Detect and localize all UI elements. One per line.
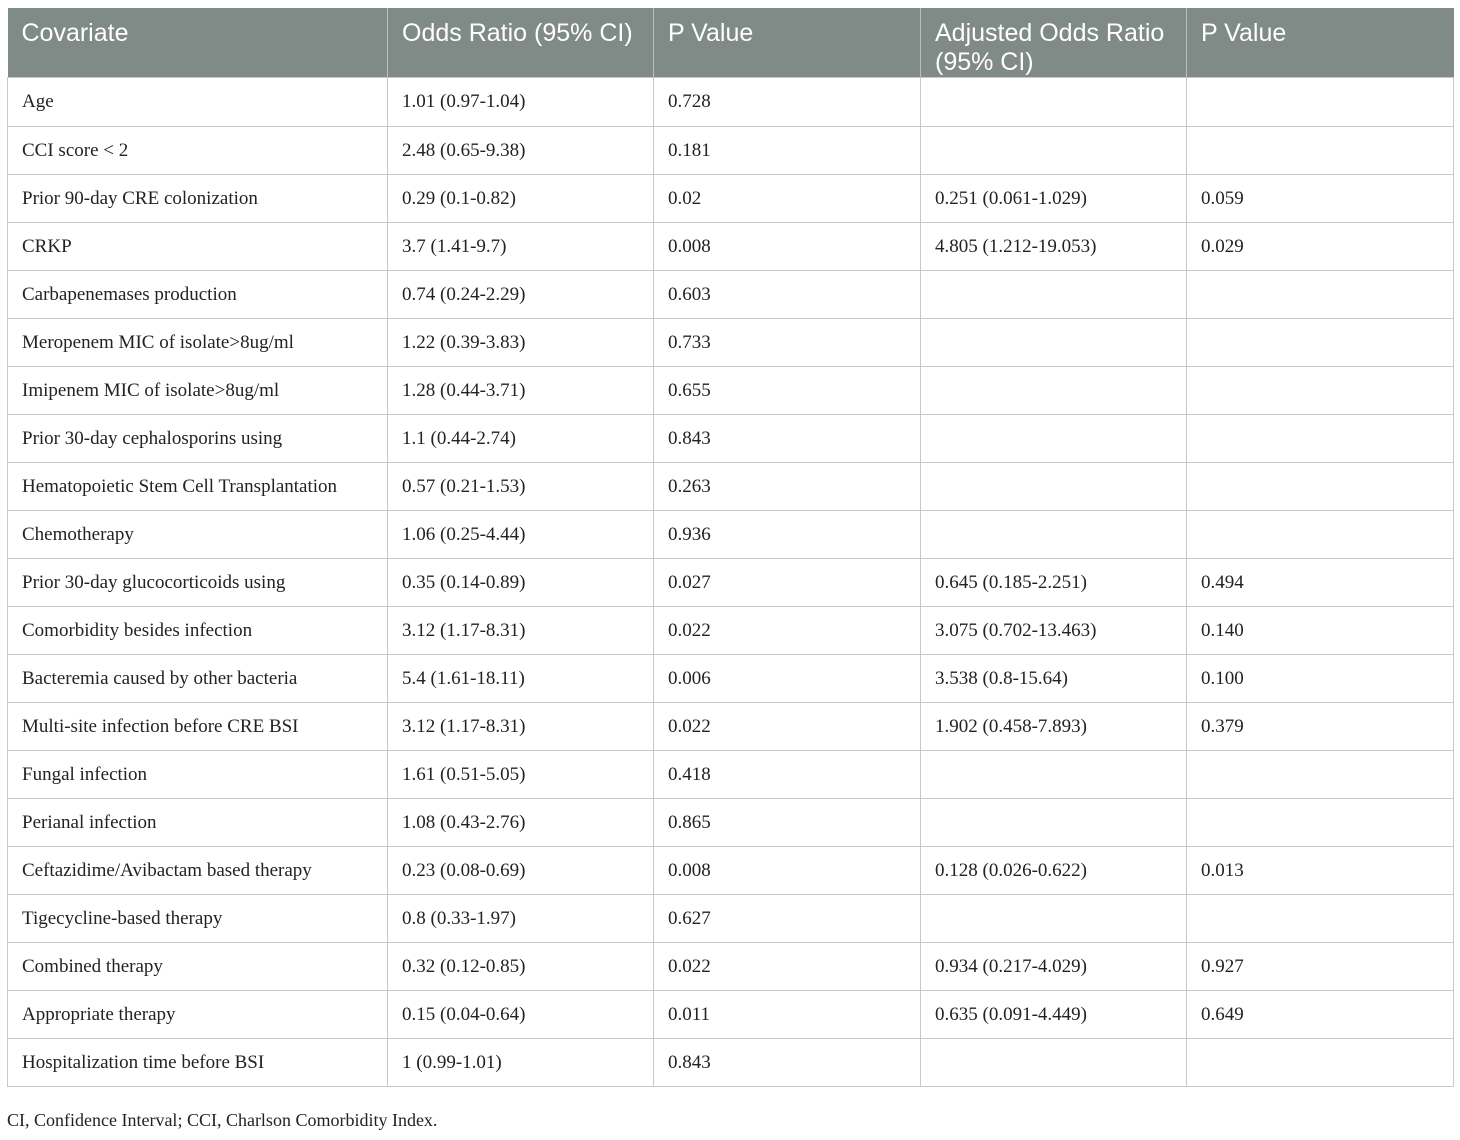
odds-ratio-cell: 1.28 (0.44-3.71) <box>388 367 654 415</box>
adjusted-odds-ratio-cell <box>921 127 1187 175</box>
header-adjusted-odds-ratio: Adjusted Odds Ratio (95% CI) <box>921 8 1187 78</box>
odds-ratio-cell: 3.12 (1.17-8.31) <box>388 607 654 655</box>
covariate-cell: Appropriate therapy <box>8 991 388 1039</box>
odds-ratio-cell: 0.29 (0.1-0.82) <box>388 175 654 223</box>
covariate-cell: CRKP <box>8 223 388 271</box>
p-value-cell: 0.006 <box>654 655 921 703</box>
table-row <box>8 511 1454 559</box>
table-row <box>8 223 1454 271</box>
adjusted-odds-ratio-cell: 0.128 (0.026-0.622) <box>921 847 1187 895</box>
p-value-cell: 0.843 <box>654 415 921 463</box>
adjusted-odds-ratio-cell <box>921 78 1187 127</box>
adjusted-odds-ratio-cell <box>921 895 1187 943</box>
table-header <box>8 8 1454 78</box>
p-value-cell: 0.027 <box>654 559 921 607</box>
p-value-cell: 0.728 <box>654 78 921 127</box>
table-row <box>8 655 1454 703</box>
header-row <box>8 8 1454 78</box>
p-value-cell: 0.843 <box>654 1039 921 1087</box>
adjusted-p-value-cell <box>1187 78 1454 127</box>
p-value-cell: 0.865 <box>654 799 921 847</box>
odds-ratio-cell: 1 (0.99-1.01) <box>388 1039 654 1087</box>
table-row <box>8 127 1454 175</box>
adjusted-p-value-cell <box>1187 127 1454 175</box>
adjusted-p-value-cell <box>1187 271 1454 319</box>
covariate-cell: Bacteremia caused by other bacteria <box>8 655 388 703</box>
adjusted-p-value-cell <box>1187 367 1454 415</box>
adjusted-odds-ratio-cell <box>921 463 1187 511</box>
table-row <box>8 271 1454 319</box>
adjusted-p-value-cell: 0.927 <box>1187 943 1454 991</box>
adjusted-p-value-cell: 0.494 <box>1187 559 1454 607</box>
p-value-cell: 0.418 <box>654 751 921 799</box>
odds-ratio-cell: 1.08 (0.43-2.76) <box>388 799 654 847</box>
regression-table <box>7 8 1454 1087</box>
p-value-cell: 0.022 <box>654 943 921 991</box>
covariate-cell: Fungal infection <box>8 751 388 799</box>
table-row <box>8 415 1454 463</box>
adjusted-p-value-cell <box>1187 415 1454 463</box>
odds-ratio-cell: 3.12 (1.17-8.31) <box>388 703 654 751</box>
p-value-cell: 0.022 <box>654 703 921 751</box>
odds-ratio-cell: 1.61 (0.51-5.05) <box>388 751 654 799</box>
p-value-cell: 0.008 <box>654 223 921 271</box>
adjusted-odds-ratio-cell <box>921 751 1187 799</box>
p-value-cell: 0.181 <box>654 127 921 175</box>
odds-ratio-cell: 5.4 (1.61-18.11) <box>388 655 654 703</box>
p-value-cell: 0.008 <box>654 847 921 895</box>
adjusted-odds-ratio-cell: 0.934 (0.217-4.029) <box>921 943 1187 991</box>
adjusted-p-value-cell: 0.100 <box>1187 655 1454 703</box>
p-value-cell: 0.022 <box>654 607 921 655</box>
odds-ratio-cell: 0.8 (0.33-1.97) <box>388 895 654 943</box>
adjusted-p-value-cell <box>1187 319 1454 367</box>
adjusted-p-value-cell <box>1187 463 1454 511</box>
adjusted-p-value-cell: 0.013 <box>1187 847 1454 895</box>
odds-ratio-cell: 1.22 (0.39-3.83) <box>388 319 654 367</box>
table-row <box>8 367 1454 415</box>
covariate-cell: Tigecycline-based therapy <box>8 895 388 943</box>
p-value-cell: 0.02 <box>654 175 921 223</box>
table-row <box>8 943 1454 991</box>
adjusted-p-value-cell <box>1187 1039 1454 1087</box>
table-row <box>8 319 1454 367</box>
table-row <box>8 175 1454 223</box>
adjusted-odds-ratio-cell <box>921 367 1187 415</box>
header-covariate: Covariate <box>8 8 388 78</box>
header-p-value: P Value <box>654 8 921 78</box>
odds-ratio-cell: 3.7 (1.41-9.7) <box>388 223 654 271</box>
covariate-cell: Hospitalization time before BSI <box>8 1039 388 1087</box>
table-row <box>8 1039 1454 1087</box>
adjusted-odds-ratio-cell <box>921 799 1187 847</box>
adjusted-odds-ratio-cell: 3.075 (0.702-13.463) <box>921 607 1187 655</box>
adjusted-odds-ratio-cell: 3.538 (0.8-15.64) <box>921 655 1187 703</box>
covariate-cell: Carbapenemases production <box>8 271 388 319</box>
p-value-cell: 0.011 <box>654 991 921 1039</box>
adjusted-p-value-cell: 0.649 <box>1187 991 1454 1039</box>
results-table-container <box>7 8 1453 1087</box>
adjusted-odds-ratio-cell: 0.635 (0.091-4.449) <box>921 991 1187 1039</box>
covariate-cell: CCI score < 2 <box>8 127 388 175</box>
odds-ratio-cell: 0.57 (0.21-1.53) <box>388 463 654 511</box>
odds-ratio-cell: 0.35 (0.14-0.89) <box>388 559 654 607</box>
adjusted-p-value-cell: 0.140 <box>1187 607 1454 655</box>
table-row <box>8 895 1454 943</box>
p-value-cell: 0.936 <box>654 511 921 559</box>
adjusted-odds-ratio-cell <box>921 511 1187 559</box>
covariate-cell: Chemotherapy <box>8 511 388 559</box>
covariate-cell: Age <box>8 78 388 127</box>
table-row <box>8 703 1454 751</box>
odds-ratio-cell: 0.32 (0.12-0.85) <box>388 943 654 991</box>
p-value-cell: 0.603 <box>654 271 921 319</box>
p-value-cell: 0.263 <box>654 463 921 511</box>
table-row <box>8 607 1454 655</box>
covariate-cell: Prior 30-day glucocorticoids using <box>8 559 388 607</box>
covariate-cell: Meropenem MIC of isolate>8ug/ml <box>8 319 388 367</box>
adjusted-odds-ratio-cell <box>921 271 1187 319</box>
table-row <box>8 78 1454 127</box>
table-row <box>8 463 1454 511</box>
table-row <box>8 847 1454 895</box>
p-value-cell: 0.655 <box>654 367 921 415</box>
covariate-cell: Prior 30-day cephalosporins using <box>8 415 388 463</box>
odds-ratio-cell: 1.01 (0.97-1.04) <box>388 78 654 127</box>
covariate-cell: Combined therapy <box>8 943 388 991</box>
header-odds-ratio: Odds Ratio (95% CI) <box>388 8 654 78</box>
adjusted-p-value-cell: 0.059 <box>1187 175 1454 223</box>
covariate-cell: Ceftazidime/Avibactam based therapy <box>8 847 388 895</box>
adjusted-odds-ratio-cell <box>921 415 1187 463</box>
odds-ratio-cell: 0.74 (0.24-2.29) <box>388 271 654 319</box>
odds-ratio-cell: 2.48 (0.65-9.38) <box>388 127 654 175</box>
adjusted-p-value-cell: 0.379 <box>1187 703 1454 751</box>
covariate-cell: Prior 90-day CRE colonization <box>8 175 388 223</box>
adjusted-p-value-cell <box>1187 895 1454 943</box>
adjusted-odds-ratio-cell: 0.251 (0.061-1.029) <box>921 175 1187 223</box>
p-value-cell: 0.627 <box>654 895 921 943</box>
odds-ratio-cell: 0.15 (0.04-0.64) <box>388 991 654 1039</box>
odds-ratio-cell: 1.06 (0.25-4.44) <box>388 511 654 559</box>
header-adjusted-p-value: P Value <box>1187 8 1454 78</box>
adjusted-odds-ratio-cell <box>921 1039 1187 1087</box>
covariate-cell: Multi-site infection before CRE BSI <box>8 703 388 751</box>
adjusted-p-value-cell: 0.029 <box>1187 223 1454 271</box>
odds-ratio-cell: 0.23 (0.08-0.69) <box>388 847 654 895</box>
covariate-cell: Perianal infection <box>8 799 388 847</box>
adjusted-p-value-cell <box>1187 751 1454 799</box>
odds-ratio-cell: 1.1 (0.44-2.74) <box>388 415 654 463</box>
adjusted-p-value-cell <box>1187 799 1454 847</box>
adjusted-odds-ratio-cell: 0.645 (0.185-2.251) <box>921 559 1187 607</box>
table-footnote: CI, Confidence Interval; CCI, Charlson Comorbidity Index. <box>7 1110 438 1130</box>
covariate-cell: Hematopoietic Stem Cell Transplantation <box>8 463 388 511</box>
table-row <box>8 751 1454 799</box>
table-row <box>8 559 1454 607</box>
covariate-cell: Imipenem MIC of isolate>8ug/ml <box>8 367 388 415</box>
p-value-cell: 0.733 <box>654 319 921 367</box>
adjusted-odds-ratio-cell: 1.902 (0.458-7.893) <box>921 703 1187 751</box>
adjusted-odds-ratio-cell: 4.805 (1.212-19.053) <box>921 223 1187 271</box>
adjusted-odds-ratio-cell <box>921 319 1187 367</box>
covariate-cell: Comorbidity besides infection <box>8 607 388 655</box>
table-row <box>8 799 1454 847</box>
table-body <box>8 78 1454 1087</box>
table-row <box>8 991 1454 1039</box>
adjusted-p-value-cell <box>1187 511 1454 559</box>
